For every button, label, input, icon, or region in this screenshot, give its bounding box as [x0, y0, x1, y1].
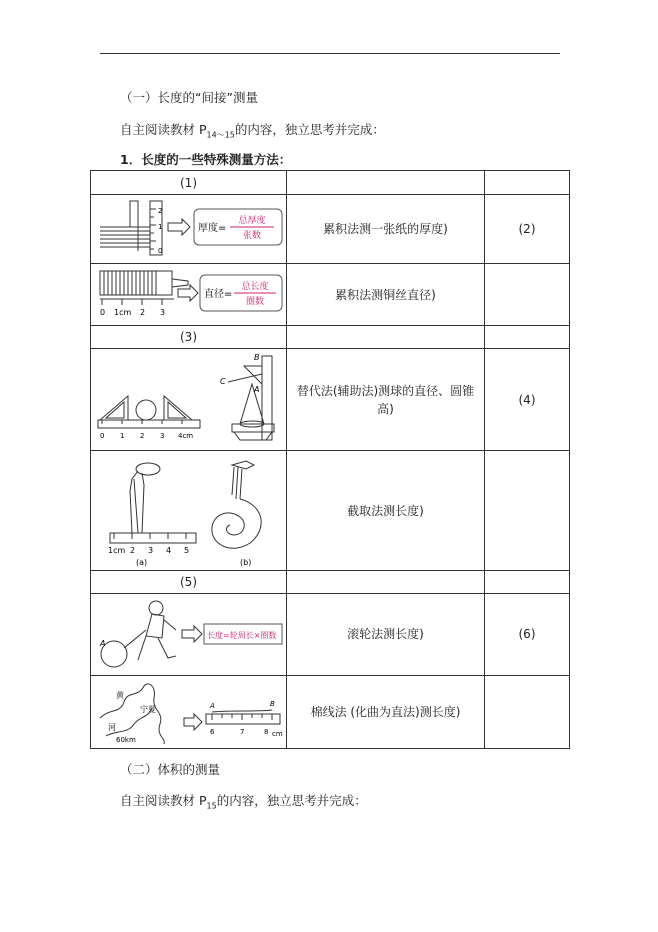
- method-cell: 截取法测长度): [287, 451, 485, 570]
- ruler-label: 0: [157, 247, 162, 256]
- ruler-label: 2: [157, 207, 162, 216]
- section1-subheading: 1．长度的一些特殊测量方法：: [120, 152, 292, 167]
- formula-denominator: 圈数: [245, 296, 264, 307]
- map-scale-label: 60km: [115, 735, 136, 744]
- point-label: A: [99, 639, 105, 649]
- map-string-figure: [94, 678, 284, 746]
- method-cell: [287, 570, 485, 593]
- blank-cell: (6): [485, 593, 570, 675]
- point-label: A: [209, 701, 215, 710]
- ruler-label: 3: [147, 545, 153, 555]
- formula-numerator: 总长度: [240, 281, 269, 292]
- rolling-wheel-figure: [94, 596, 284, 672]
- copper-wire-figure: [94, 267, 284, 323]
- ruler-label: 1cm: [113, 307, 131, 317]
- ruler-label: 1: [119, 431, 124, 440]
- section1-heading: （一）长度的“间接”测量: [120, 90, 258, 105]
- section2-intro: 自主阅读教材 $P_{15}$的内容，独立思考并完成：: [120, 793, 367, 811]
- ruler-label: 6: [209, 727, 214, 736]
- ruler-label: 5: [183, 545, 189, 555]
- method-cell: [287, 326, 485, 349]
- formula-denominator: 张数: [242, 231, 261, 242]
- table-row: [91, 264, 570, 326]
- method-cell: 替代法(辅助法)测球的直径、圆锥高): [287, 349, 485, 451]
- ruler-label: 2: [129, 545, 135, 555]
- point-label: A: [253, 384, 259, 394]
- point-label: B: [269, 699, 275, 708]
- figure-caption: (a): [135, 557, 147, 567]
- map-label: 黄: [115, 690, 124, 700]
- header-rule: [100, 53, 560, 54]
- ruler-label: 8: [263, 727, 268, 736]
- ruler-label: cm: [271, 729, 283, 738]
- blank-cell: [485, 326, 570, 349]
- row-label: (1): [91, 171, 287, 195]
- formula-lhs: 直径=: [203, 288, 232, 300]
- ruler-label: 3: [159, 431, 164, 440]
- map-label: 河: [107, 722, 116, 732]
- blank-cell: [485, 171, 570, 195]
- ruler-label: 0: [99, 431, 104, 440]
- figure-cell: [91, 675, 287, 748]
- ruler-label: 1cm: [107, 545, 125, 555]
- table-row: [91, 171, 570, 195]
- figure-cell: [91, 593, 287, 675]
- figure-caption: (b): [239, 557, 251, 567]
- ruler-label: 0: [99, 307, 105, 317]
- map-label: 宁夏: [139, 704, 156, 714]
- ruler-label: 3: [159, 307, 165, 317]
- blank-cell: [485, 675, 570, 748]
- table-row: [91, 675, 570, 748]
- point-label: C: [219, 376, 226, 386]
- blank-cell: [485, 264, 570, 326]
- table-row: [91, 195, 570, 264]
- ruler-label: 7: [239, 727, 244, 736]
- table-row: [91, 593, 570, 675]
- figure-cell: [91, 195, 287, 264]
- blank-cell: (4): [485, 349, 570, 451]
- wheel-formula: 长度=轮周长×圈数: [206, 631, 276, 641]
- figure-cell: [91, 451, 287, 570]
- section1-intro: 自主阅读教材 $P_{14\sim 15}$的内容，独立思考并完成：: [120, 122, 385, 140]
- method-cell: 滚轮法测长度): [287, 593, 485, 675]
- ruler-label: 2: [139, 307, 145, 317]
- ruler-label: 4: [165, 545, 171, 555]
- blank-cell: (2): [485, 195, 570, 264]
- figure-cell: [91, 264, 287, 326]
- formula-lhs: 厚度=: [197, 223, 226, 235]
- ruler-label: 1: [157, 223, 162, 232]
- blank-cell: [485, 451, 570, 570]
- figure-cell: [91, 349, 287, 451]
- table-row: [91, 451, 570, 570]
- method-cell: 棉线法 (化曲为直法)测长度): [287, 675, 485, 748]
- method-cell: 累积法测一张纸的厚度): [287, 195, 485, 264]
- table-row: [91, 349, 570, 451]
- section2-heading: （二）体积的测量: [120, 762, 221, 777]
- measurement-methods-table: [90, 170, 570, 749]
- method-cell: 累积法测铜丝直径): [287, 264, 485, 326]
- ruler-label: 4cm: [177, 431, 193, 440]
- paper-stack-figure: [94, 197, 284, 261]
- row-label: (5): [91, 570, 287, 593]
- table-row: [91, 570, 570, 593]
- point-label: B: [253, 352, 259, 362]
- blank-cell: [485, 570, 570, 593]
- table-row: [91, 326, 570, 349]
- formula-numerator: 总厚度: [237, 216, 266, 227]
- row-label: (3): [91, 326, 287, 349]
- ball-cone-figure: [94, 352, 284, 448]
- string-cut-figure: [94, 455, 284, 567]
- method-cell: [287, 171, 485, 195]
- ruler-label: 2: [139, 431, 144, 440]
